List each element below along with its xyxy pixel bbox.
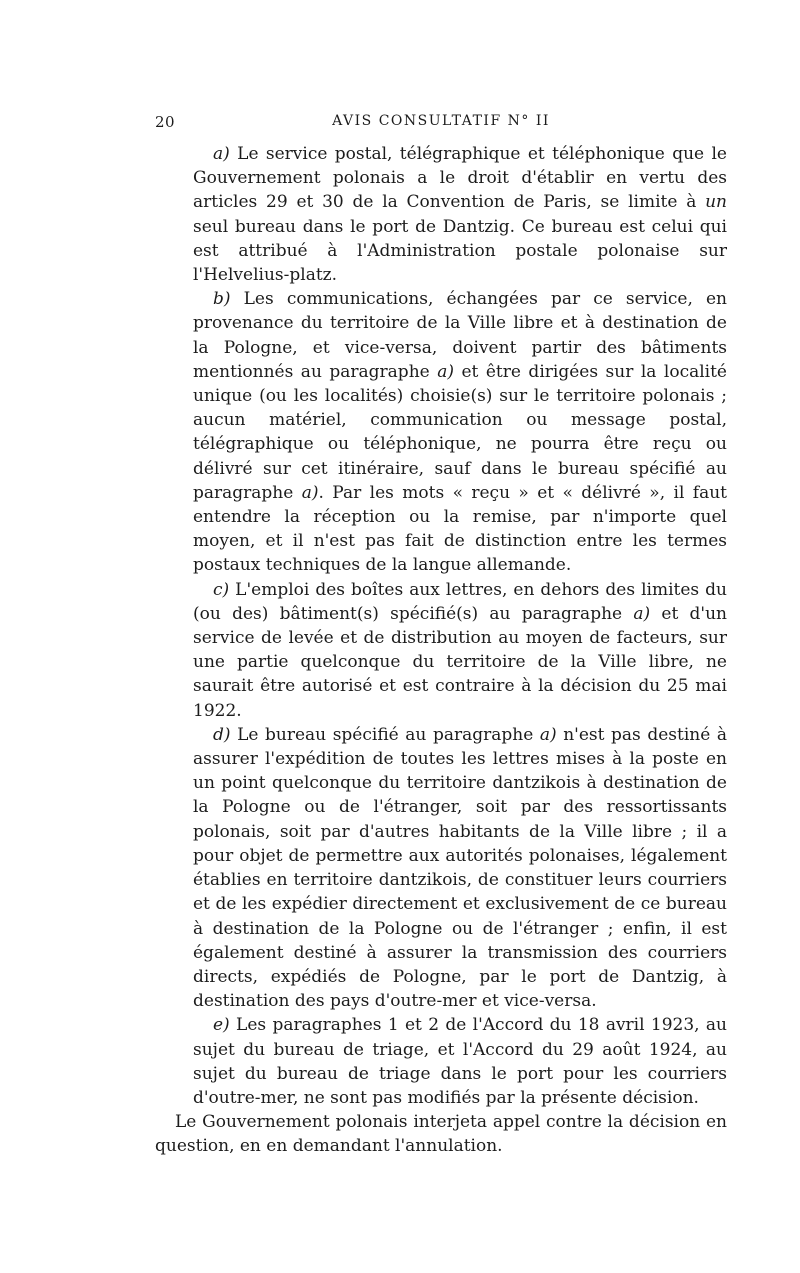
paragraph-text: Le service postal, télégraphique et téléphonique que le Gouvernement polonais a le droit d'établir en vertu des articles 29 et 30 de la Convention de Paris, se limite à — [193, 144, 727, 213]
paragraph-text: Les paragraphes 1 et 2 de l'Accord du 18 avril 1923, au sujet du bureau de triage, et l'Accord du 29 août 1924, au sujet du bureau de triage dans le port pour les courriers d'outre-mer, ne sont pas modifiés par la présente décision. — [193, 1015, 727, 1108]
paragraph-text: n'est pas destiné à assurer l'expédition de toutes les lettres mises à la poste en un point quelconque du territoire dantzikois à destination de la Pologne ou de l'étranger, soit par des ressortissants polonais, soit par d'autres habitants de la Ville libre ; il a pour objet de permettre aux autorités polonaises, légalement établies en territoire dantzikois, de constituer leurs courriers et de les expédier directement et exclusivement de ce bureau à destination de la Pologne ou de l'étranger ; enfin, il est également destiné à assurer la transmission des courriers directs, expédiés de Pologne, par le port de Dantzig, à destination des pays d'outre-mer et vice-versa. — [193, 724, 727, 1012]
paragraph-text: et être dirigées sur la localité unique (ou les localités) choisie(s) sur le territoire polonais ; aucun matériel, communication ou message postal, télégraphique ou téléphonique, ne pourra être reçu ou délivré sur cet itinéraire, sauf dans le bureau spécifié au paragraphe — [193, 361, 727, 503]
emphasis-text: un — [705, 192, 727, 213]
body-text — [155, 142, 727, 1159]
paragraph-text: L'emploi des boîtes aux lettres, en dehors des limites du (ou des) bâtiment(s) spécifié(s) au paragraphe — [193, 579, 727, 624]
paragraph-text: . Par les mots « reçu » et « délivré », il faut entendre la réception ou la remise, par n'importe quel moyen, et il n'est pas fait de distinction entre les termes postaux techniques de la langue allemande. — [193, 482, 727, 576]
paragraph-text: Le bureau spécifié au paragraphe — [230, 724, 540, 745]
closing-paragraph: Le Gouvernement polonais interjeta appel contre la décision en question, en en demandant l'annulation. — [155, 1112, 727, 1157]
paragraph-reference: a) — [539, 724, 557, 745]
running-title: AVIS CONSULTATIF N° II — [332, 113, 550, 129]
paragraph-c — [193, 578, 727, 723]
paragraph-marker: c) — [213, 579, 230, 600]
paragraph-reference: a) — [633, 603, 651, 624]
paragraph-text: Les communications, échangées par ce service, en provenance du territoire de la Ville libre et à destination de la Pologne, et vice-versa, doivent partir des bâtiments mentionnés au paragraphe — [193, 289, 727, 382]
paragraph-d — [193, 723, 727, 1013]
paragraph-text: et d'un service de levée et de distribution au moyen de facteurs, sur une partie quelconque du territoire de la Ville libre, ne saurait être autorisé et est contraire à la décision du 25 mai 1922. — [193, 603, 727, 721]
page-header — [155, 113, 727, 135]
paragraph-marker: b) — [213, 289, 231, 310]
paragraph-text: seul bureau dans le port de Dantzig. Ce bureau est celui qui est attribué à l'Administration postale polonaise sur l'Helvelius-platz. — [193, 216, 727, 286]
paragraph-reference: a) — [437, 361, 454, 382]
paragraph-a — [193, 142, 727, 287]
paragraph-reference: a) — [301, 482, 319, 503]
paragraph-b — [193, 287, 727, 577]
paragraph-marker: a) — [213, 144, 230, 164]
page-number: 20 — [155, 113, 176, 131]
paragraph-marker: d) — [213, 724, 231, 745]
paragraph-e — [193, 1013, 727, 1110]
paragraph-marker: e) — [213, 1015, 230, 1036]
